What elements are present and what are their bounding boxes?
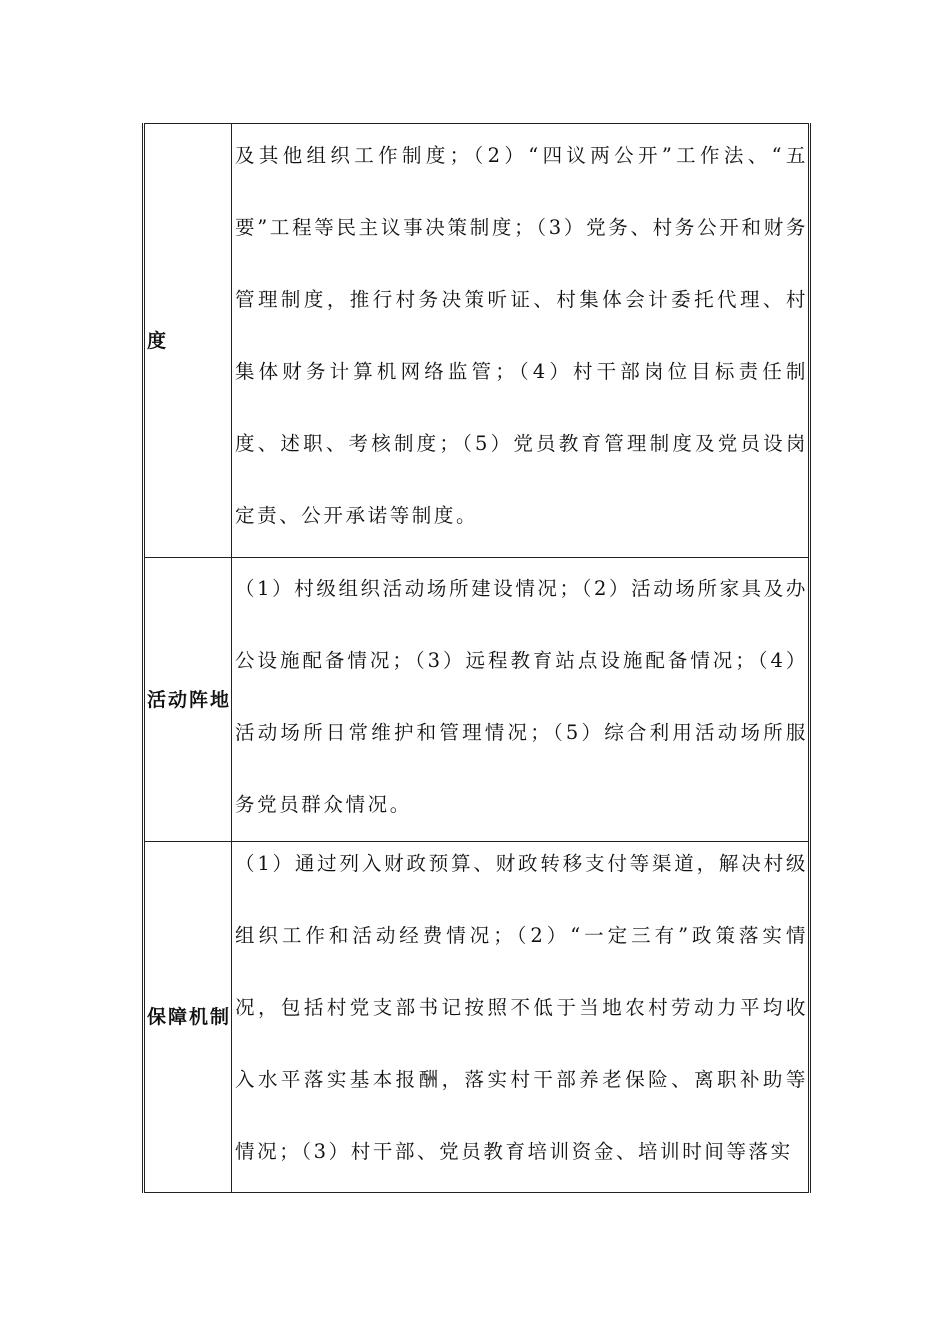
row-label: 度 xyxy=(147,329,169,352)
row-label: 保障机制 xyxy=(147,1006,232,1028)
row-content: （1）村级组织活动场所建设情况；（2）活动场所家具及办公设施配备情况；（3）远程教育站点设施配备情况；（4）活动场所日常维护和管理情况；（5）综合利用活动场所服务党员群众情况。 xyxy=(235,576,808,816)
row-content: 及其他组织工作制度；（2）“四议两公开”工作法、“五要”工程等民主议事决策制度；（3）党务、村务公开和财务管理制度，推行村务决策听证、村集体会计委托代理、村集体财务计算机网络监管；（4）村干部岗位目标责任制度、述职、考核制度；（5）党员教育管理制度及党员设岗定责、公开承诺等制度。 xyxy=(235,143,808,527)
table-row xyxy=(144,124,810,558)
row-content: （1）通过列入财政预算、财政转移支付等渠道，解决村级组织工作和活动经费情况；（2）“一定三有”政策落实情况，包括村党支部书记按照不低于当地农村劳动力平均收入水平落实基本报酬，落实村干部养老保险、离职补助等情况；（3）村干部、党员教育培训资金、培训时间等落实 xyxy=(235,852,808,1163)
row-content-cell xyxy=(232,558,810,842)
table-row xyxy=(144,842,810,1193)
table-row xyxy=(144,558,810,842)
row-label-cell xyxy=(144,842,232,1193)
row-label-cell xyxy=(144,558,232,842)
row-label-cell xyxy=(144,124,232,558)
row-label: 活动阵地 xyxy=(147,688,232,711)
row-content-cell xyxy=(232,124,810,558)
row-content-cell xyxy=(232,842,810,1193)
document-table xyxy=(142,123,811,1193)
